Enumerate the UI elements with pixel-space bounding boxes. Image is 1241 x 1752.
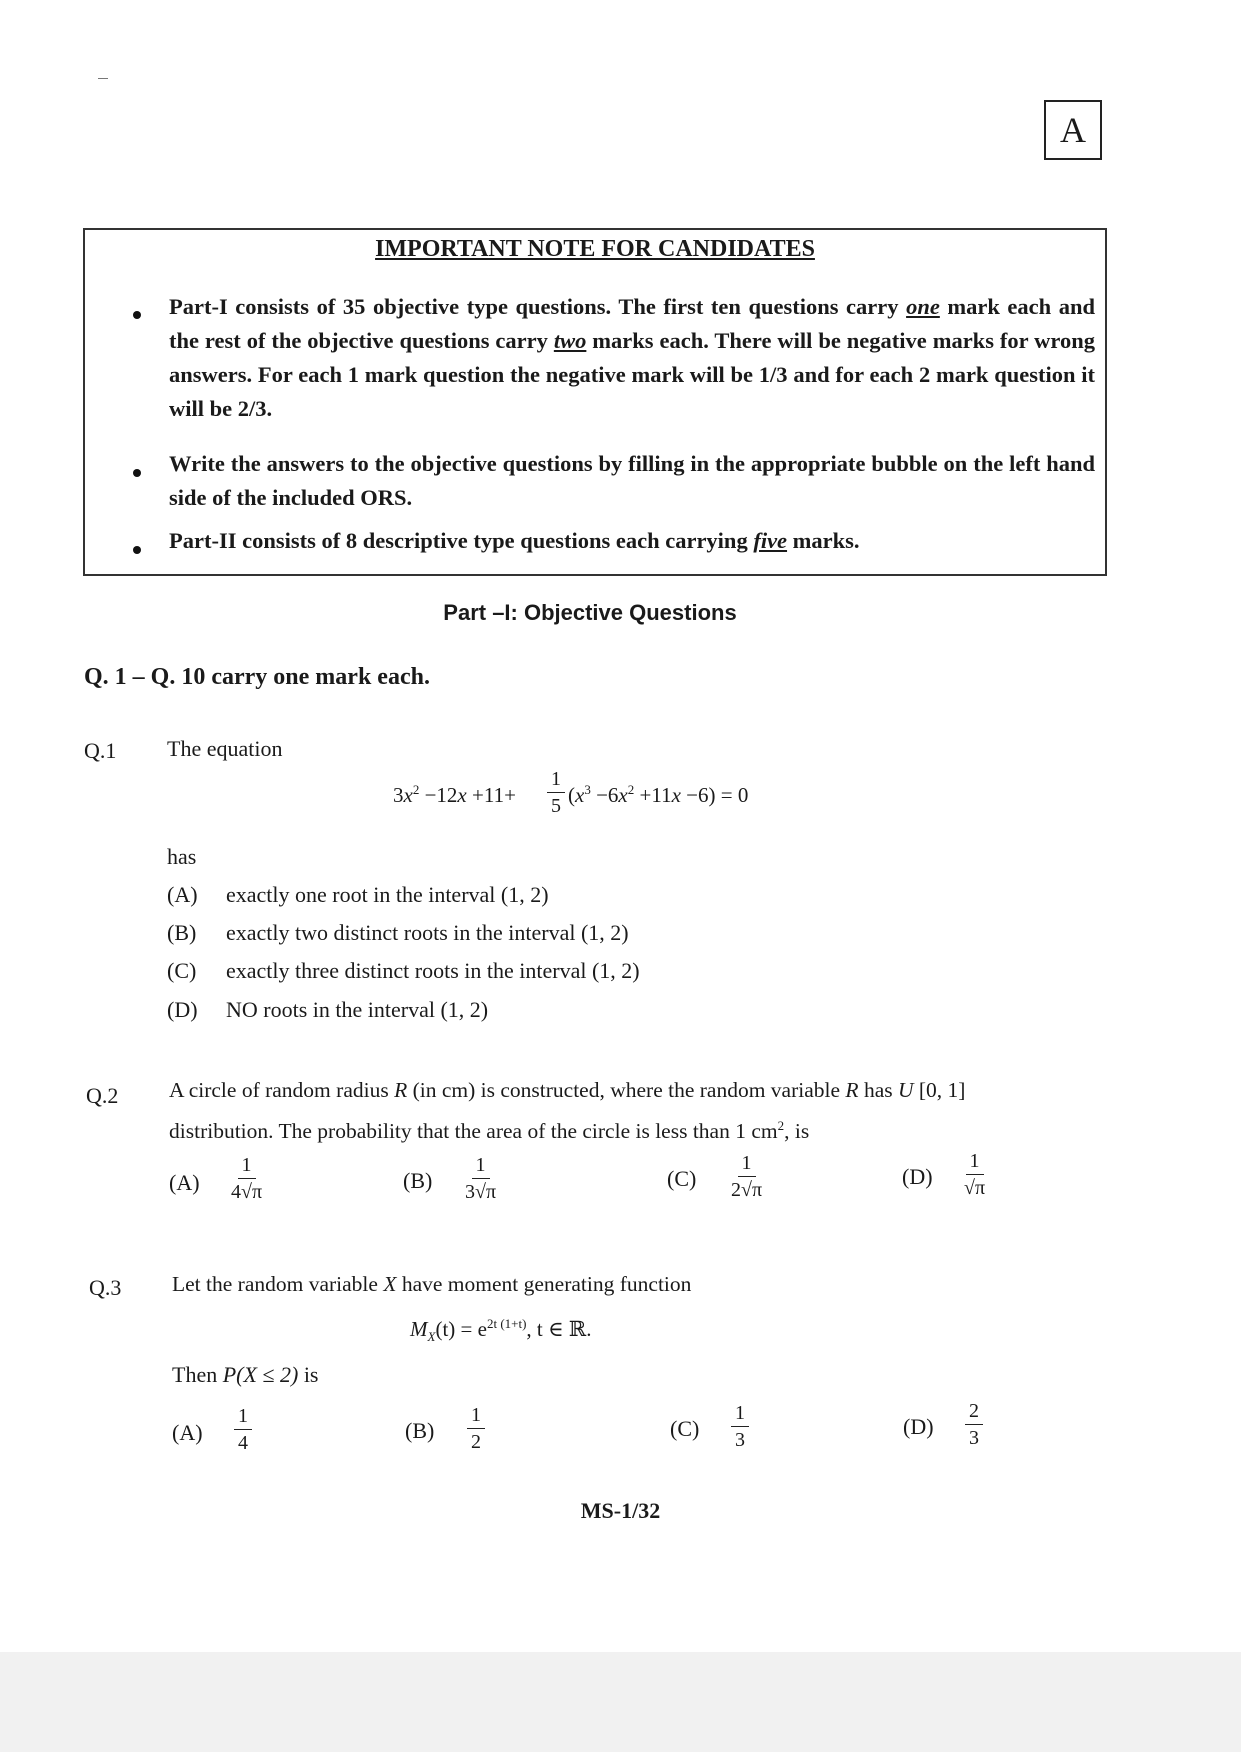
- option-label: (C): [667, 1166, 697, 1191]
- bullet-dot: [133, 469, 141, 477]
- scan-bottom-margin: [0, 1652, 1241, 1752]
- option-fraction: $\frac{1}{2}$: [467, 1402, 485, 1455]
- question-3-mgf: $M_X(t) = e^{2t (1+t)}$, t ∈ ℝ.: [410, 1316, 592, 1345]
- section-heading: Q. 1 – Q. 10 carry one mark each.: [84, 664, 430, 690]
- question-1-equation: $3x^2 -12x +11+$: [393, 782, 516, 807]
- question-2-line-2: distribution. The probability that the area of the circle is less than 1 $cm^2$, is: [169, 1118, 810, 1144]
- option-label: (C): [167, 958, 197, 983]
- note-bullet-1: Part-I consists of 35 objective type questions. The first ten questions carry one mark each and the rest of the objective questions carry two marks each. There will be negative marks for wrong answers. For each 1 mark question the negative mark will be 1/3 and for each 2 mark question it will be 2/3.: [169, 294, 1095, 421]
- question-number: Q.2: [86, 1083, 119, 1108]
- scan-speck: [98, 78, 108, 79]
- note-title: IMPORTANT NOTE FOR CANDIDATES: [375, 236, 815, 262]
- part-heading: Part –I: Objective Questions: [443, 600, 737, 625]
- question-1-has: has: [167, 844, 197, 869]
- option-fraction: $\frac{1}{4√\pi}$: [231, 1154, 263, 1203]
- emphasis-two: two: [553, 328, 587, 353]
- page-footer: MS-1/32: [580, 1498, 661, 1523]
- question-2-line-1: A circle of random radius R (in cm) is constructed, where the random variable R has U [0, 1]: [169, 1078, 966, 1102]
- option-label: (D): [902, 1164, 933, 1189]
- question-number: Q.3: [89, 1275, 122, 1300]
- question-3-intro: Let the random variable X have moment generating function: [172, 1272, 692, 1296]
- question-1-intro: The equation: [167, 736, 283, 761]
- option-fraction: $\frac{2}{3}$: [965, 1398, 983, 1451]
- option-fraction: $\frac{1}{√\pi}$: [964, 1150, 986, 1199]
- option-label: (C): [670, 1416, 700, 1441]
- version-code-box: [1044, 100, 1102, 160]
- emphasis-one: one: [906, 294, 940, 319]
- important-note-box: [83, 228, 1107, 576]
- fraction-one-fifth: $\frac{1}{5}$: [547, 766, 565, 819]
- bullet-dot: [133, 546, 141, 554]
- option-label: (D): [903, 1414, 934, 1439]
- question-number: Q.1: [84, 738, 117, 763]
- question-1-equation-bracket: $(x^3 -6x^2 +11x -6) = 0$: [568, 782, 749, 807]
- option-label: (B): [405, 1418, 435, 1443]
- version-code: A: [1060, 110, 1086, 150]
- option-label: (A): [169, 1170, 200, 1195]
- emphasis-five: five: [753, 528, 788, 553]
- question-3-then: Then P(X ≤ 2) is: [172, 1362, 319, 1387]
- option-fraction: $\frac{1}{3√\pi}$: [465, 1154, 497, 1203]
- option-text: exactly three distinct roots in the interval (1, 2): [226, 958, 640, 983]
- option-label: (B): [403, 1168, 433, 1193]
- option-label: (B): [167, 920, 197, 945]
- note-bullet-2: Write the answers to the objective questions by filling in the appropriate bubble on the left hand side of the included ORS.: [169, 451, 1095, 510]
- option-label: (A): [172, 1420, 203, 1445]
- option-text: exactly two distinct roots in the interval (1, 2): [226, 920, 629, 945]
- option-label: (D): [167, 997, 198, 1022]
- option-fraction: $\frac{1}{2√\pi}$: [731, 1152, 763, 1201]
- note-bullet-3: Part-II consists of 8 descriptive type questions each carrying five marks.: [169, 528, 860, 553]
- option-text: exactly one root in the interval (1, 2): [226, 882, 549, 907]
- option-fraction: $\frac{1}{3}$: [731, 1400, 749, 1453]
- option-text: NO roots in the interval (1, 2): [226, 997, 489, 1022]
- option-label: (A): [167, 882, 198, 907]
- option-fraction: $\frac{1}{4}$: [234, 1403, 252, 1456]
- bullet-dot: [133, 311, 141, 319]
